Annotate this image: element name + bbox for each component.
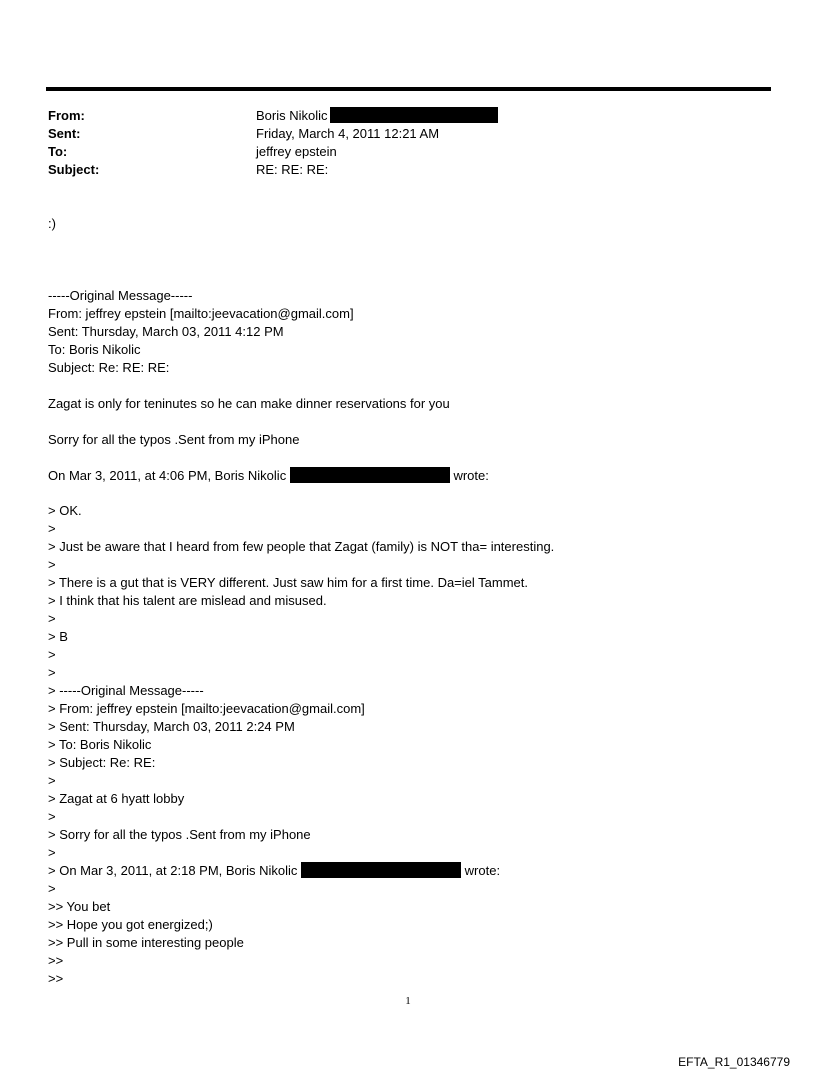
- original-signature: Sorry for all the typos .Sent from my iPhone: [48, 432, 300, 447]
- quoted-line: >: [48, 773, 56, 788]
- wrote-line: [48, 467, 489, 485]
- quoted-line: > I think that his talent are mislead and misused.: [48, 593, 327, 608]
- quoted-line: > B: [48, 629, 68, 644]
- header-rule: [46, 87, 771, 91]
- quoted-wrote-line: [48, 862, 500, 880]
- quoted-line: > OK.: [48, 503, 82, 518]
- subject-value: RE: RE: RE:: [256, 162, 329, 177]
- quoted-line: >: [48, 881, 56, 896]
- quoted-line: >: [48, 521, 56, 536]
- quoted-line: > Just be aware that I heard from few people that Zagat (family) is NOT tha= interesting.: [48, 539, 555, 554]
- double-quoted-line: >> Hope you got energized;): [48, 917, 213, 932]
- redaction-box: [290, 467, 450, 483]
- original-to-line: To: Boris Nikolic: [48, 342, 141, 357]
- double-quoted-line: >> You bet: [48, 899, 111, 914]
- double-quoted-line: >>: [48, 971, 64, 986]
- quoted-line: > Sorry for all the typos .Sent from my iPhone: [48, 827, 311, 842]
- page-number: 1: [405, 995, 411, 1007]
- original-message-separator: -----Original Message-----: [48, 288, 193, 303]
- wrote-line-prefix: On Mar 3, 2011, at 4:06 PM, Boris Nikolic: [48, 468, 287, 483]
- document-id: EFTA_R1_01346779: [678, 1055, 790, 1069]
- sent-label: Sent:: [48, 126, 81, 141]
- quoted-line: > To: Boris Nikolic: [48, 737, 152, 752]
- to-value: jeffrey epstein: [256, 144, 337, 159]
- wrote-line-prefix: > On Mar 3, 2011, at 2:18 PM, Boris Nikolic: [48, 863, 298, 878]
- quoted-line: > Zagat at 6 hyatt lobby: [48, 791, 185, 806]
- wrote-line-suffix: wrote:: [453, 468, 489, 483]
- quoted-line: > -----Original Message-----: [48, 683, 204, 698]
- redaction-box: [301, 862, 461, 878]
- quoted-line: > Subject: Re: RE:: [48, 755, 156, 770]
- to-label: To:: [48, 144, 68, 159]
- reply-text: :): [48, 216, 56, 231]
- quoted-line: >: [48, 845, 56, 860]
- quoted-line: >: [48, 665, 56, 680]
- double-quoted-line: >>: [48, 953, 64, 968]
- quoted-line: >: [48, 611, 56, 626]
- quoted-line: >: [48, 647, 56, 662]
- subject-label: Subject:: [48, 162, 100, 177]
- from-label: From:: [48, 108, 85, 123]
- original-subject-line: Subject: Re: RE: RE:: [48, 360, 170, 375]
- quoted-line: >: [48, 809, 56, 824]
- double-quoted-line: >> Pull in some interesting people: [48, 935, 244, 950]
- original-from-line: From: jeffrey epstein [mailto:jeevacation@gmail.com]: [48, 306, 354, 321]
- wrote-line-suffix: wrote:: [464, 863, 501, 878]
- quoted-line: > From: jeffrey epstein [mailto:jeevacation@gmail.com]: [48, 701, 365, 716]
- quoted-line: > There is a gut that is VERY different. Just saw him for a first time. Da=iel Tammet.: [48, 575, 529, 590]
- original-message-text: Zagat is only for teninutes so he can make dinner reservations for you: [48, 396, 450, 411]
- redaction-box: [330, 107, 498, 123]
- sent-value: Friday, March 4, 2011 12:21 AM: [256, 126, 440, 141]
- quoted-line: >: [48, 557, 56, 572]
- original-sent-line: Sent: Thursday, March 03, 2011 4:12 PM: [48, 324, 284, 339]
- from-name: Boris Nikolic: [256, 108, 328, 123]
- quoted-line: > Sent: Thursday, March 03, 2011 2:24 PM: [48, 719, 295, 734]
- from-value: [256, 107, 498, 125]
